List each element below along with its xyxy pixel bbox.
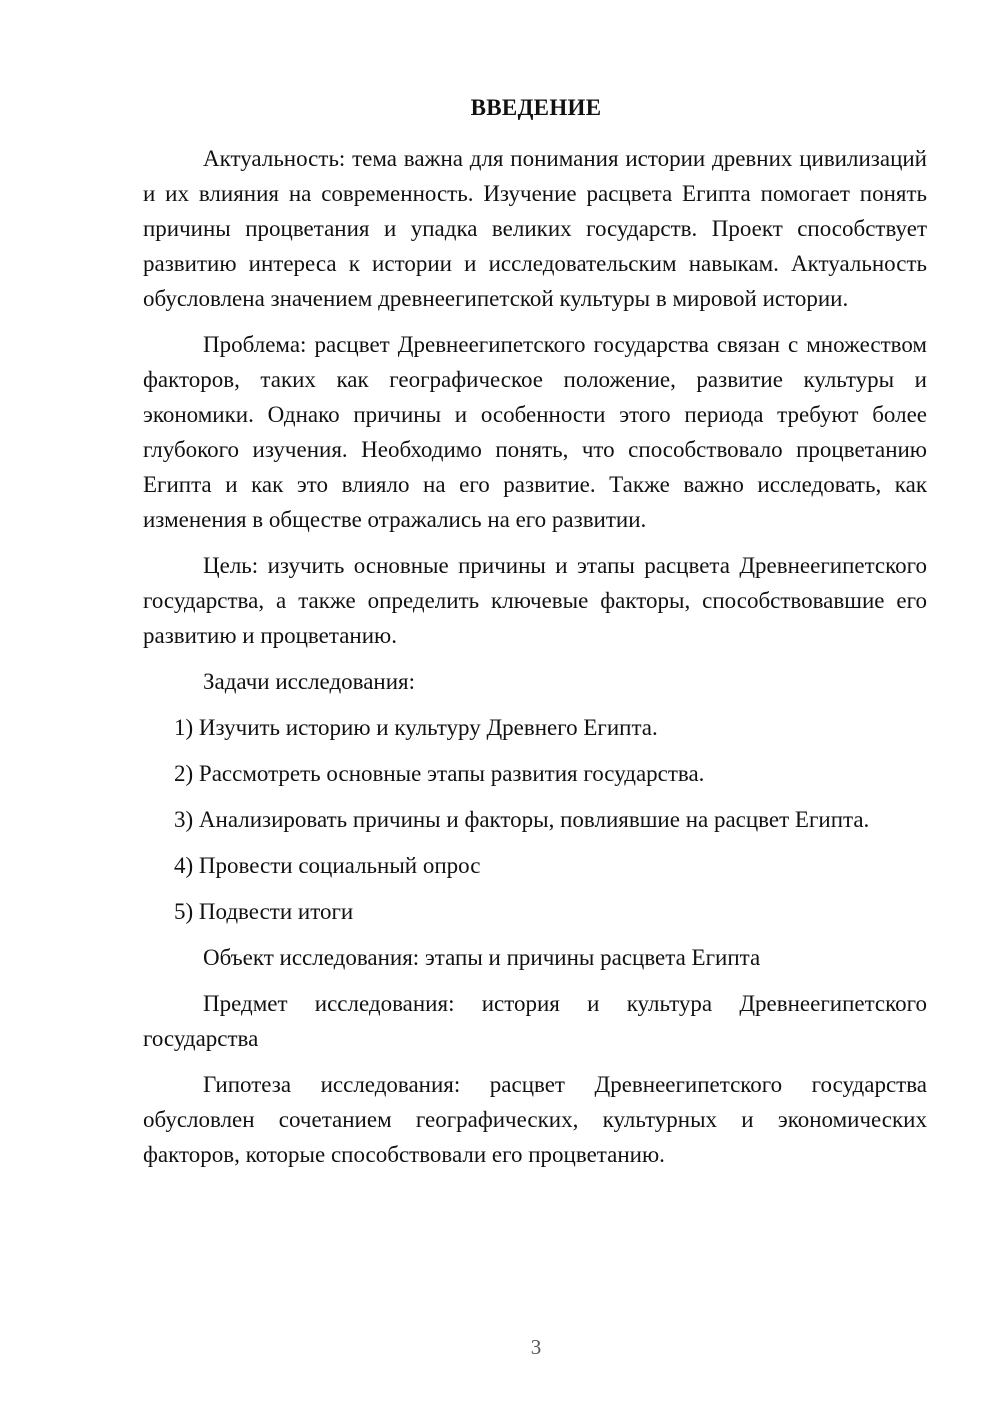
document-body	[143, 141, 927, 1172]
task-item: 5) Подвести итоги	[174, 899, 354, 924]
object-paragraph: Объект исследования: этапы и причины расцвета Египта	[203, 945, 761, 970]
page-number: 3	[530, 1335, 542, 1359]
problem-paragraph: Проблема: расцвет Древнеегипетского государства связан с множеством факторов, таких как географическое положение, развитие культуры и экономики. Однако причины и особенности этого периода требуют более глубокого изучения. Необходимо понять, что способствовало процветанию Египта и как это влияло на его развитие. Также важно исследовать, как изменения в обществе отражались на его развитии.	[143, 332, 927, 532]
task-item: 3) Анализировать причины и факторы, повлиявшие на расцвет Египта.	[174, 807, 870, 832]
task-item: 1) Изучить историю и культуру Древнего Египта.	[174, 715, 658, 740]
page-title: ВВЕДЕНИЕ	[470, 95, 602, 120]
subject-paragraph: Предмет исследования: история и культура Древнеегипетского государства	[143, 991, 927, 1051]
goal-paragraph: Цель: изучить основные причины и этапы расцвета Древнеегипетского государства, а также определить ключевые факторы, способствовавшие его развитию и процветанию.	[143, 553, 927, 648]
hypothesis-paragraph: Гипотеза исследования: расцвет Древнеегипетского государства обусловлен сочетанием географических, культурных и экономических факторов, которые способствовали его процветанию.	[143, 1072, 927, 1167]
task-item: 4) Провести социальный опрос	[174, 853, 481, 878]
tasks-heading: Задачи исследования:	[203, 669, 416, 694]
task-item: 2) Рассмотреть основные этапы развития государства.	[174, 761, 705, 786]
relevance-paragraph: Актуальность: тема важна для понимания истории древних цивилизаций и их влияния на современность. Изучение расцвета Египта помогает понять причины процветания и упадка великих государств. Проект способствует развитию интереса к истории и исследовательским навыкам. Актуальность обусловлена значением древнеегипетской культуры в мировой истории.	[143, 146, 927, 311]
